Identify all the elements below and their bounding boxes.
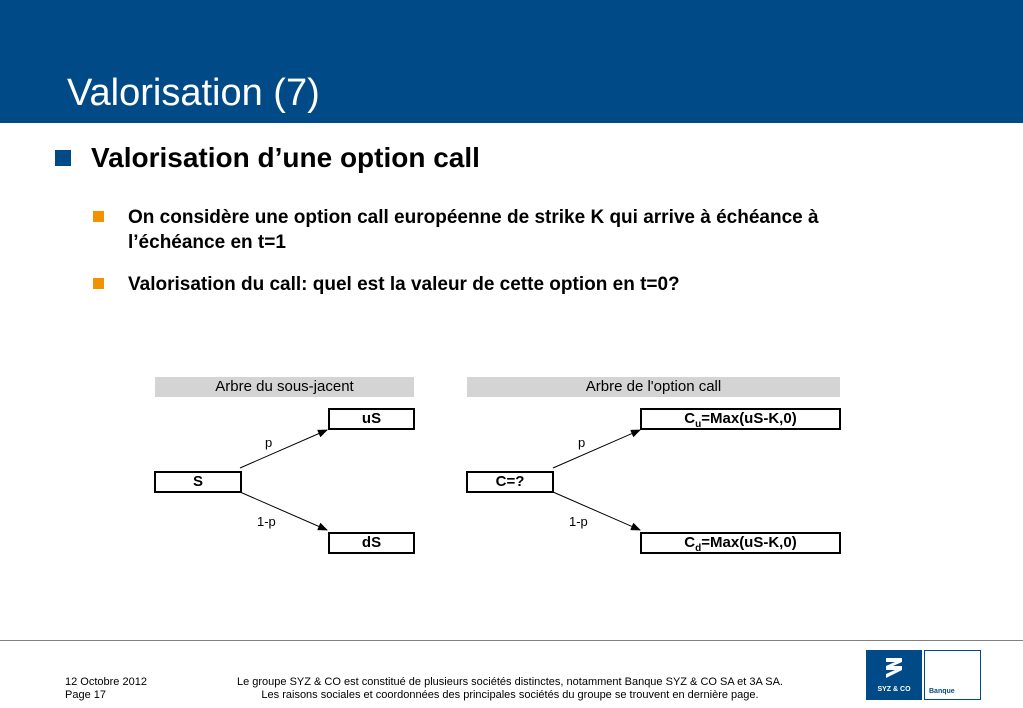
node-us: uS — [328, 408, 415, 430]
prob-down-label-option: 1-p — [569, 514, 588, 529]
slide-title: Valorisation (7) — [67, 72, 320, 114]
node-cd — [640, 532, 841, 554]
company-logo — [866, 650, 981, 700]
footer-meta — [65, 676, 147, 702]
logo-banque-block — [924, 650, 981, 700]
sub-bullet-text: On considère une option call européenne de strike K qui arrive à échéance à l’échéance en t=1 — [128, 207, 819, 253]
footer-note-line2: Les raisons sociales et coordonnées des principales sociétés du groupe se trouvent en dernière page. — [261, 689, 759, 701]
tree-underlying-title: Arbre du sous-jacent — [155, 377, 414, 397]
sub-bullet-text: Valorisation du call: quel est la valeur de cette option en t=0? — [128, 274, 680, 295]
syz-s-icon — [885, 656, 903, 680]
footer-date: 12 Octobre 2012 — [65, 676, 147, 688]
tree-option-title: Arbre de l'option call — [467, 377, 840, 397]
node-cu-suffix: =Max(uS-K,0) — [701, 410, 797, 427]
arrow-down-underlying — [240, 492, 327, 530]
arrow-up-option — [553, 430, 640, 468]
footer-note-line1: Le groupe SYZ & CO est constitué de plusieurs sociétés distinctes, notamment Banque SYZ & CO SA et 3A SA. — [236, 676, 783, 688]
node-s: S — [154, 471, 242, 493]
logo-brand-block — [866, 650, 922, 700]
prob-up-label-option: p — [578, 435, 586, 450]
logo-banque-text: Banque — [929, 688, 955, 695]
node-cd-suffix: =Max(uS-K,0) — [701, 534, 797, 551]
main-heading: Valorisation d’une option call — [91, 142, 480, 173]
node-cu-sub: u — [695, 419, 702, 430]
node-cu-prefix: C — [684, 410, 696, 427]
node-cd-prefix: C — [684, 534, 696, 551]
footer-note — [180, 676, 840, 702]
arrow-down-option — [553, 492, 640, 530]
node-c: C=? — [466, 471, 554, 493]
node-ds: dS — [328, 532, 415, 554]
footer-page: Page 17 — [65, 689, 106, 701]
footer-divider — [0, 640, 1023, 641]
arrow-up-underlying — [240, 430, 327, 468]
node-cu — [640, 408, 841, 430]
prob-down-label: 1-p — [257, 514, 276, 529]
prob-up-label: p — [265, 435, 273, 450]
node-cd-sub: d — [695, 543, 702, 554]
logo-brand-text: SYZ & CO — [877, 686, 911, 693]
